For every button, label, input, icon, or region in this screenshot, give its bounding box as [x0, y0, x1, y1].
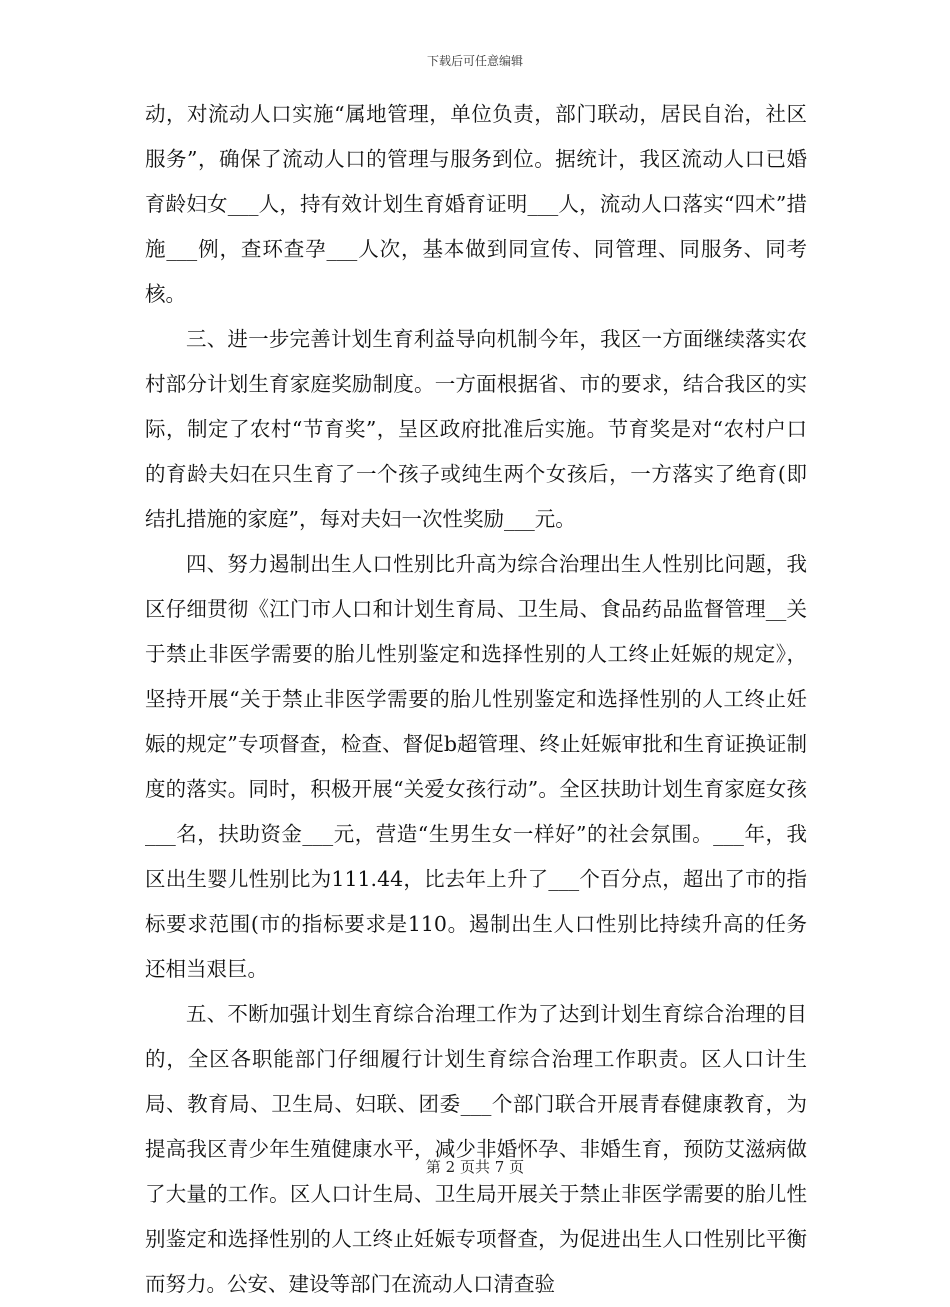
- page-header: 下载后可任意编辑: [426, 54, 523, 68]
- document-body: [145, 92, 807, 1307]
- paragraph-section-3: 三、进一步完善计划生育利益导向机制今年，我区一方面继续落实农村部分计划生育家庭奖励制度。一方面根据省、市的要求，结合我区的实际，制定了农村“节育奖”，呈区政府批准后实施。节育奖是对“农村户口的育龄夫妇在只生育了一个孩子或纯生两个女孩后，一方落实了绝育(即结扎措施的家庭”，每对夫妇一次性奖励___元。: [145, 327, 807, 531]
- paragraph-section-5: 五、不断加强计划生育综合治理工作为了达到计划生育综合治理的目的，全区各职能部门仔细履行计划生育综合治理工作职责。区人口计生局、教育局、卫生局、妇联、团委___个部门联合开展青春健康教育，为提高我区青少年生殖健康水平，减少非婚怀孕、非婚生育，预防艾滋病做了大量的工作。区人口计生局、卫生局开展关于禁止非医学需要的胎儿性别鉴定和选择性别的人工终止妊娠专项督查，为促进出生人口性别比平衡而努力。公安、建设等部门在流动人口清查验: [145, 1002, 807, 1296]
- page-number-footer: 第 2 页共 7 页: [425, 1158, 525, 1176]
- paragraph-section-4: 四、努力遏制出生人口性别比升高为综合治理出生人性别比问题，我区仔细贯彻《江门市人口和计划生育局、卫生局、食品药品监督管理__关于禁止非医学需要的胎儿性别鉴定和选择性别的人工终止妊娠的规定》，坚持开展“关于禁止非医学需要的胎儿性别鉴定和选择性别的人工终止妊娠的规定”专项督查，检查、督促b超管理、终止妊娠审批和生育证换证制度的落实。同时，积极开展“关爱女孩行动”。全区扶助计划生育家庭女孩___名，扶助资金___元，营造“生男生女一样好”的社会氛围。___年，我区出生婴儿性别比为111.44，比去年上升了___个百分点，超出了市的指标要求范围(市的指标要求是110。遏制出生人口性别比持续升高的任务还相当艰巨。: [145, 552, 807, 981]
- paragraph-continuation: 动，对流动人口实施“属地管理，单位负责，部门联动，居民自治，社区服务”，确保了流动人口的管理与服务到位。据统计，我区流动人口已婚育龄妇女___人，持有效计划生育婚育证明___人，流动人口落实“四术”措施___例，查环查孕___人次，基本做到同宣传、同管理、同服务、同考核。: [145, 102, 807, 306]
